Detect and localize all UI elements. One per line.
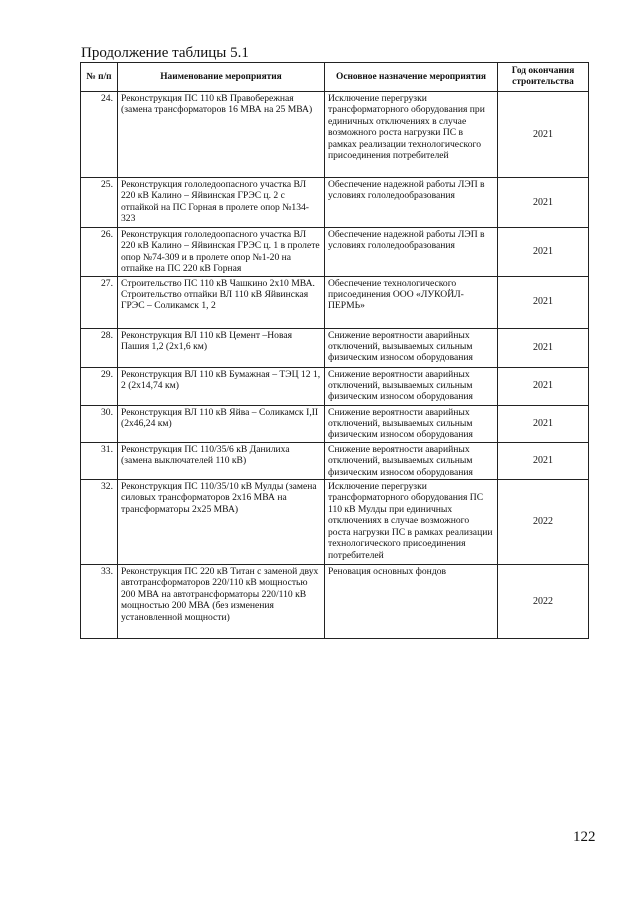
row-num: 32.: [81, 480, 118, 565]
header-name: Наименование мероприятия: [118, 63, 325, 92]
row-num: 31.: [81, 442, 118, 479]
row-name: Реконструкция ВЛ 110 кВ Бумажная – ТЭЦ 12 1, 2 (2х14,74 км): [118, 367, 325, 405]
row-name: Реконструкция гололедоопасного участка ВЛ 220 кВ Калино – Яйвинская ГРЭС ц. 1 в пролете опор №74-309 и в пролете опор №1-20 на отпайке на ПС 220 кВ Горная: [118, 228, 325, 277]
row-purpose: Реновация основных фондов: [325, 565, 498, 639]
row-year: 2022: [498, 565, 589, 639]
row-name: Строительство ПС 110 кВ Чашкино 2х10 МВА. Строительство отпайки ВЛ 110 кВ Яйвинская ГРЭС – Соликамск 1, 2: [118, 276, 325, 328]
row-name: Реконструкция ВЛ 110 кВ Цемент –Новая Пашия 1,2 (2х1,6 км): [118, 328, 325, 367]
row-num: 28.: [81, 328, 118, 367]
row-purpose: Исключение перегрузки трансформаторного оборудования ПС 110 кВ Мулды при единичных отключениях в случае возможного роста нагрузки ПС в рамках реализации технологического присоединения потребителей: [325, 480, 498, 565]
row-purpose: Снижение вероятности аварийных отключений, вызываемых сильным физическим износом оборудования: [325, 442, 498, 479]
row-year: 2021: [498, 178, 589, 228]
table-row: [81, 178, 589, 228]
table-row: [81, 480, 589, 565]
table-row: [81, 228, 589, 277]
table-row: [81, 565, 589, 639]
measures-table: [80, 62, 589, 639]
row-year: 2022: [498, 480, 589, 565]
row-year: 2021: [498, 328, 589, 367]
row-name: Реконструкция гололедоопасного участка ВЛ 220 кВ Калино – Яйвинская ГРЭС ц. 2 с отпайкой на ПС Горная в пролете опор №134-323: [118, 178, 325, 228]
table-row: [81, 276, 589, 328]
row-name: Реконструкция ПС 110 кВ Правобережная (замена трансформаторов 16 МВА на 25 МВА): [118, 92, 325, 178]
row-purpose: Исключение перегрузки трансформаторного оборудования при единичных отключениях в случае возможного роста нагрузки ПС в рамках реализации технологического присоединения потребителей: [325, 92, 498, 178]
header-purpose: Основное назначение мероприятия: [325, 63, 498, 92]
row-name: Реконструкция ВЛ 110 кВ Яйва – Соликамск I,II (2х46,24 км): [118, 405, 325, 442]
row-year: 2021: [498, 405, 589, 442]
row-num: 30.: [81, 405, 118, 442]
row-year: 2021: [498, 228, 589, 277]
row-purpose: Снижение вероятности аварийных отключений, вызываемых сильным физическим износом оборудования: [325, 328, 498, 367]
row-year: 2021: [498, 92, 589, 178]
page-number: 122: [573, 829, 596, 845]
table-row: [81, 92, 589, 178]
row-num: 33.: [81, 565, 118, 639]
table-row: [81, 367, 589, 405]
table-row: [81, 442, 589, 479]
table-caption: Продолжение таблицы 5.1: [81, 45, 249, 61]
header-num: № п/п: [81, 63, 118, 92]
row-name: Реконструкция ПС 220 кВ Титан с заменой двух автотрансформаторов 220/110 кВ мощностью 200 МВА на автотрансформаторы 220/110 кВ мощностью 200 МВА (без изменения установленной мощности): [118, 565, 325, 639]
row-year: 2021: [498, 367, 589, 405]
table-row: [81, 328, 589, 367]
row-num: 29.: [81, 367, 118, 405]
row-num: 24.: [81, 92, 118, 178]
table-row: [81, 405, 589, 442]
row-year: 2021: [498, 276, 589, 328]
row-name: Реконструкция ПС 110/35/10 кВ Мулды (замена силовых трансформаторов 2х16 МВА на трансформаторы 2х25 МВА): [118, 480, 325, 565]
row-purpose: Обеспечение технологического присоединения ООО «ЛУКОЙЛ-ПЕРМЬ»: [325, 276, 498, 328]
row-name: Реконструкция ПС 110/35/6 кВ Данилиха (замена выключателей 110 кВ): [118, 442, 325, 479]
table-header-row: [81, 63, 589, 92]
row-purpose: Обеспечение надежной работы ЛЭП в условиях гололедообразования: [325, 178, 498, 228]
row-num: 27.: [81, 276, 118, 328]
row-num: 26.: [81, 228, 118, 277]
row-purpose: Снижение вероятности аварийных отключений, вызываемых сильным физическим износом оборудования: [325, 367, 498, 405]
row-num: 25.: [81, 178, 118, 228]
row-purpose: Снижение вероятности аварийных отключений, вызываемых сильным физическим износом оборудования: [325, 405, 498, 442]
header-year: Год окончания строительства: [498, 63, 589, 92]
row-year: 2021: [498, 442, 589, 479]
row-purpose: Обеспечение надежной работы ЛЭП в условиях гололедообразования: [325, 228, 498, 277]
